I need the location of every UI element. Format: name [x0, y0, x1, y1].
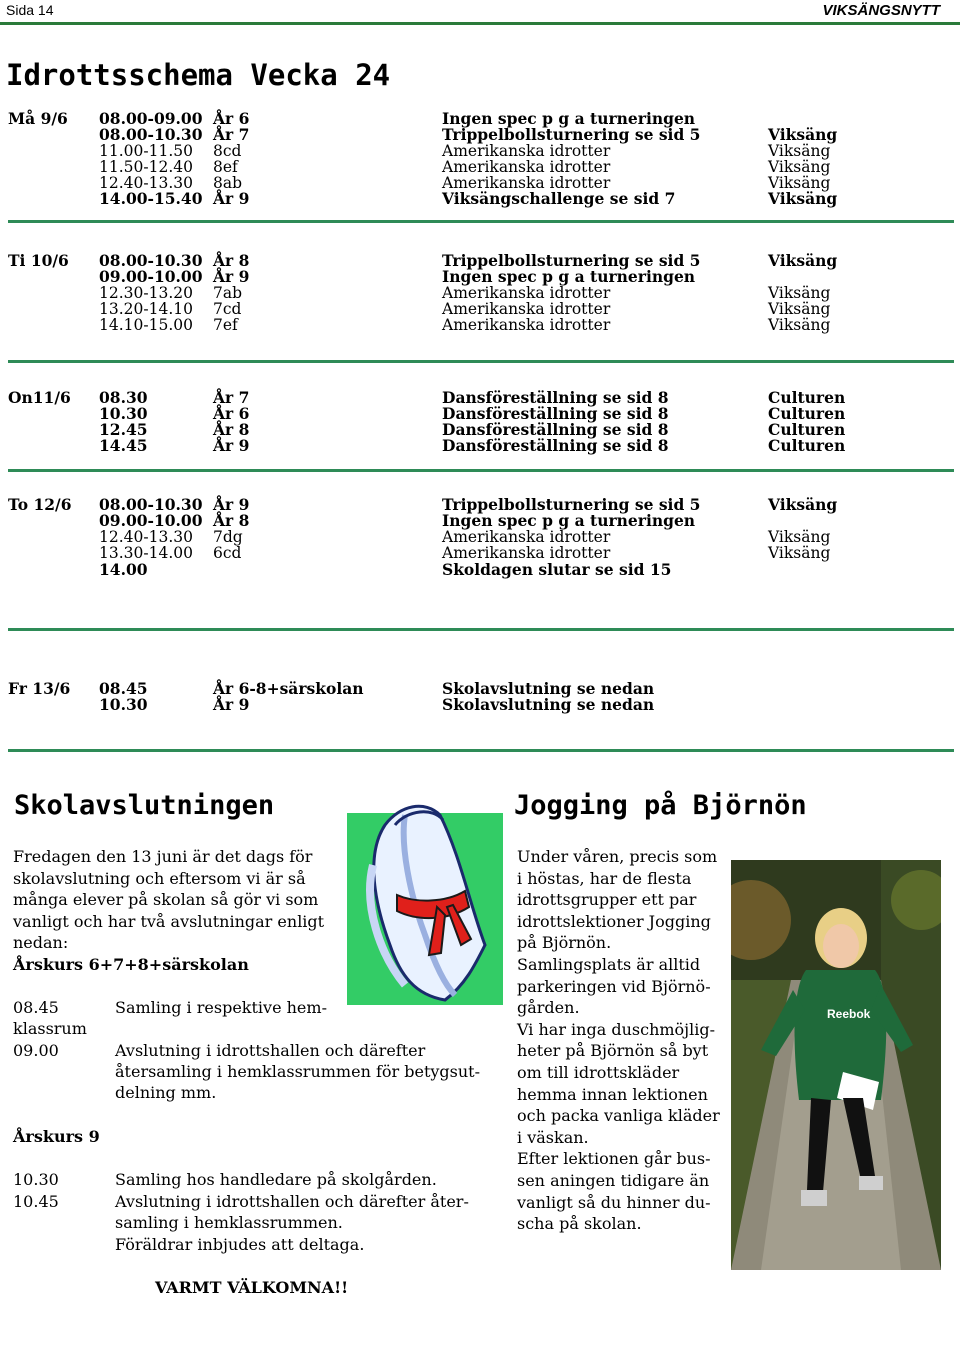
skolavslutning-heading: Skolavslutningen — [14, 790, 275, 821]
schedule-group: År 7 — [213, 388, 250, 407]
schedule-time: 12.40-13.30 — [99, 174, 193, 192]
schedule-time: 11.50-12.40 — [99, 158, 193, 176]
event-text: Avslutning i idrottshallen och därefter åter- — [115, 1192, 469, 1211]
schedule-activity: Ingen spec p g a turneringen — [442, 267, 696, 286]
event-time: 10.30 — [13, 1170, 59, 1189]
schedule-activity: Skoldagen slutar se sid 15 — [442, 560, 672, 579]
intro-line: vanligt och har två avslutningar enligt — [13, 911, 325, 931]
schedule-row — [0, 438, 960, 454]
schedule-group: 8ab — [213, 174, 243, 192]
schedule-time: 08.00-10.30 — [99, 495, 203, 514]
jogging-line: om till idrottskläder — [517, 1062, 680, 1082]
schedule-group: År 7 — [213, 125, 250, 144]
schedule-location: Culturen — [768, 388, 846, 407]
jogging-line: Efter lektionen går bus- — [517, 1149, 711, 1169]
schedule-time: 08.30 — [99, 388, 148, 407]
schedule-location: Viksäng — [768, 284, 831, 302]
page-title: Idrottsschema Vecka 24 — [6, 58, 391, 92]
schedule-group: År 8 — [213, 420, 250, 439]
schedule-activity: Amerikanska idrotter — [442, 528, 611, 546]
schedule-location: Viksäng — [768, 174, 831, 192]
schedule-activity: Amerikanska idrotter — [442, 174, 611, 192]
jogging-line: gården. — [517, 998, 580, 1018]
schedule-time: 09.00-10.00 — [99, 267, 203, 286]
section-divider — [8, 628, 954, 631]
schedule-group: År 9 — [213, 189, 250, 208]
schedule-location: Viksäng — [768, 125, 838, 144]
schedule-group: 8cd — [213, 142, 242, 160]
event-text: Avslutning i idrottshallen och därefter — [115, 1041, 426, 1060]
schedule-group: 7ef — [213, 316, 238, 334]
event-text: klassrum — [13, 1019, 87, 1038]
schedule-group: År 9 — [213, 495, 250, 514]
schedule-row — [0, 301, 960, 317]
jogging-line: idrottsgrupper ett par — [517, 890, 697, 910]
schedule-activity: Amerikanska idrotter — [442, 300, 611, 318]
jogging-line: hemma innan lektionen — [517, 1084, 708, 1104]
schedule-activity: Dansföreställning se sid 8 — [442, 420, 669, 439]
schedule-time: 13.30-14.00 — [99, 544, 193, 562]
jogging-line: på Björnön. — [517, 933, 612, 953]
section-divider — [8, 469, 954, 472]
grade-group-heading: Årskurs 6+7+8+särskolan — [13, 955, 249, 974]
schedule-location: Culturen — [768, 420, 846, 439]
schedule-time: 14.00 — [99, 560, 148, 579]
diploma-scroll-illustration — [345, 795, 505, 1010]
schedule-row — [0, 545, 960, 561]
schedule-row — [0, 317, 960, 333]
jogging-line: vanligt så du hinner du- — [517, 1192, 711, 1212]
section-divider — [8, 749, 954, 752]
intro-line: många elever på skolan så gör vi som — [13, 890, 319, 910]
schedule-activity: Dansföreställning se sid 8 — [442, 388, 669, 407]
event-text: Samling hos handledare på skolgården. — [115, 1170, 437, 1189]
schedule-group: År 6 — [213, 109, 250, 128]
schedule-activity: Amerikanska idrotter — [442, 544, 611, 562]
schedule-group: 7ab — [213, 284, 243, 302]
schedule-activity: Trippelbollsturnering se sid 5 — [442, 251, 701, 270]
jogging-text — [517, 846, 732, 1235]
schedule-row — [0, 562, 960, 578]
schedule-activity: Trippelbollsturnering se sid 5 — [442, 495, 701, 514]
schedule-group: År 9 — [213, 695, 250, 714]
schedule-activity: Amerikanska idrotter — [442, 284, 611, 302]
jogging-line: Samlingsplats är alltid — [517, 954, 701, 974]
schedule-row — [0, 191, 960, 207]
schedule-group: År 9 — [213, 267, 250, 286]
jogging-line: sen aningen tidigare än — [517, 1170, 710, 1190]
schedule-location: Viksäng — [768, 300, 831, 318]
schedule-row — [0, 127, 960, 143]
schedule-day: Ti 10/6 — [8, 251, 69, 270]
schedule-time: 08.00-10.30 — [99, 125, 203, 144]
schedule-activity: Ingen spec p g a turneringen — [442, 109, 696, 128]
schedule-activity: Trippelbollsturnering se sid 5 — [442, 125, 701, 144]
schedule-time: 08.00-10.30 — [99, 251, 203, 270]
schedule-location: Viksäng — [768, 142, 831, 160]
schedule-time: 14.45 — [99, 436, 148, 455]
jogging-line: idrottslektioner Jogging — [517, 911, 711, 931]
schedule-group: 7cd — [213, 300, 242, 318]
schedule-group: År 9 — [213, 436, 250, 455]
event-text: Föräldrar inbjudes att deltaga. — [115, 1235, 365, 1254]
schedule-time: 13.20-14.10 — [99, 300, 193, 318]
jogging-line: scha på skolan. — [517, 1214, 642, 1234]
schedule-day: Må 9/6 — [8, 109, 68, 128]
event-time: 10.45 — [13, 1192, 59, 1211]
jogging-line: och packa vanliga kläder — [517, 1106, 720, 1126]
schedule-group: 6cd — [213, 544, 242, 562]
schedule-activity: Amerikanska idrotter — [442, 142, 611, 160]
page-number: Sida 14 — [6, 2, 54, 18]
header-divider — [0, 22, 960, 25]
schedule-time: 10.30 — [99, 404, 148, 423]
schedule-location: Viksäng — [768, 495, 838, 514]
schedule-location: Culturen — [768, 436, 846, 455]
schedule-group: År 6 — [213, 404, 250, 423]
schedule-group: 7dg — [213, 528, 243, 546]
schedule-activity: Dansföreställning se sid 8 — [442, 404, 669, 423]
schedule-row — [0, 529, 960, 545]
schedule-day: Fr 13/6 — [8, 679, 71, 698]
section-divider — [8, 220, 954, 223]
jersey-logo-text: Reebok — [827, 1007, 871, 1021]
schedule-activity: Skolavslutning se nedan — [442, 679, 655, 698]
schedule-group: År 8 — [213, 251, 250, 270]
schedule-row — [0, 513, 960, 529]
newsletter-name: VIKSÄNGSNYTT — [822, 2, 940, 19]
schedule-group: År 6-8+särskolan — [213, 679, 364, 698]
schedule-time: 12.30-13.20 — [99, 284, 193, 302]
event-text: återsamling i hemklassrummen för betygsut- — [115, 1062, 481, 1081]
schedule-time: 09.00-10.00 — [99, 511, 203, 530]
schedule-activity: Amerikanska idrotter — [442, 316, 611, 334]
schedule-row — [0, 159, 960, 175]
schedule-time: 10.30 — [99, 695, 148, 714]
schedule-day: On11/6 — [8, 388, 71, 407]
schedule-activity: Dansföreställning se sid 8 — [442, 436, 669, 455]
event-text: delning mm. — [115, 1083, 217, 1102]
schedule-location: Viksäng — [768, 251, 838, 270]
jogging-photo — [731, 860, 941, 1270]
schedule-location: Viksäng — [768, 189, 838, 208]
schedule-time: 08.00-09.00 — [99, 109, 203, 128]
welcome-text: VARMT VÄLKOMNA!! — [155, 1278, 349, 1297]
jogging-line: Under våren, precis som — [517, 847, 718, 866]
schedule-day: To 12/6 — [8, 495, 72, 514]
jogging-heading: Jogging på Björnön — [514, 790, 807, 821]
schedule-time: 08.45 — [99, 679, 148, 698]
schedule-activity: Skolavslutning se nedan — [442, 695, 655, 714]
schedule-time: 12.45 — [99, 420, 148, 439]
schedule-row — [0, 697, 960, 713]
jogging-line: i väskan. — [517, 1127, 589, 1147]
schedule-location: Viksäng — [768, 316, 831, 334]
schedule-time: 14.00-15.40 — [99, 189, 203, 208]
schedule-row — [0, 143, 960, 159]
intro-line: nedan: — [13, 933, 69, 953]
schedule-location: Viksäng — [768, 544, 831, 562]
schedule-activity: Viksängschallenge se sid 7 — [442, 189, 676, 208]
jogging-line: i höstas, har de flesta — [517, 868, 692, 888]
schedule-activity: Amerikanska idrotter — [442, 158, 611, 176]
event-text: Samling i respektive hem- — [115, 998, 327, 1017]
event-text: samling i hemklassrummen. — [115, 1213, 343, 1232]
schedule-activity: Ingen spec p g a turneringen — [442, 511, 696, 530]
jogging-line: Vi har inga duschmöjlig- — [517, 1019, 716, 1039]
schedule-group: 8ef — [213, 158, 238, 176]
schedule-row — [0, 285, 960, 301]
skolavslutning-intro — [13, 846, 353, 954]
jogging-line: heter på Björnön så byt — [517, 1041, 709, 1061]
schedule-time: 14.10-15.00 — [99, 316, 193, 334]
jogging-line: parkeringen vid Björnö- — [517, 976, 711, 996]
schedule-time: 12.40-13.30 — [99, 528, 193, 546]
event-time: 09.00 — [13, 1041, 59, 1060]
schedule-location: Culturen — [768, 404, 846, 423]
grade-group-heading: Årskurs 9 — [13, 1127, 100, 1146]
intro-line: Fredagen den 13 juni är det dags för — [13, 847, 313, 866]
intro-line: skolavslutning och eftersom vi är så — [13, 868, 306, 888]
section-divider — [8, 360, 954, 363]
schedule-location: Viksäng — [768, 158, 831, 176]
schedule-time: 11.00-11.50 — [99, 142, 193, 160]
schedule-group: År 8 — [213, 511, 250, 530]
event-time: 08.45 — [13, 998, 59, 1017]
schedule-location: Viksäng — [768, 528, 831, 546]
schedule-row — [0, 269, 960, 285]
